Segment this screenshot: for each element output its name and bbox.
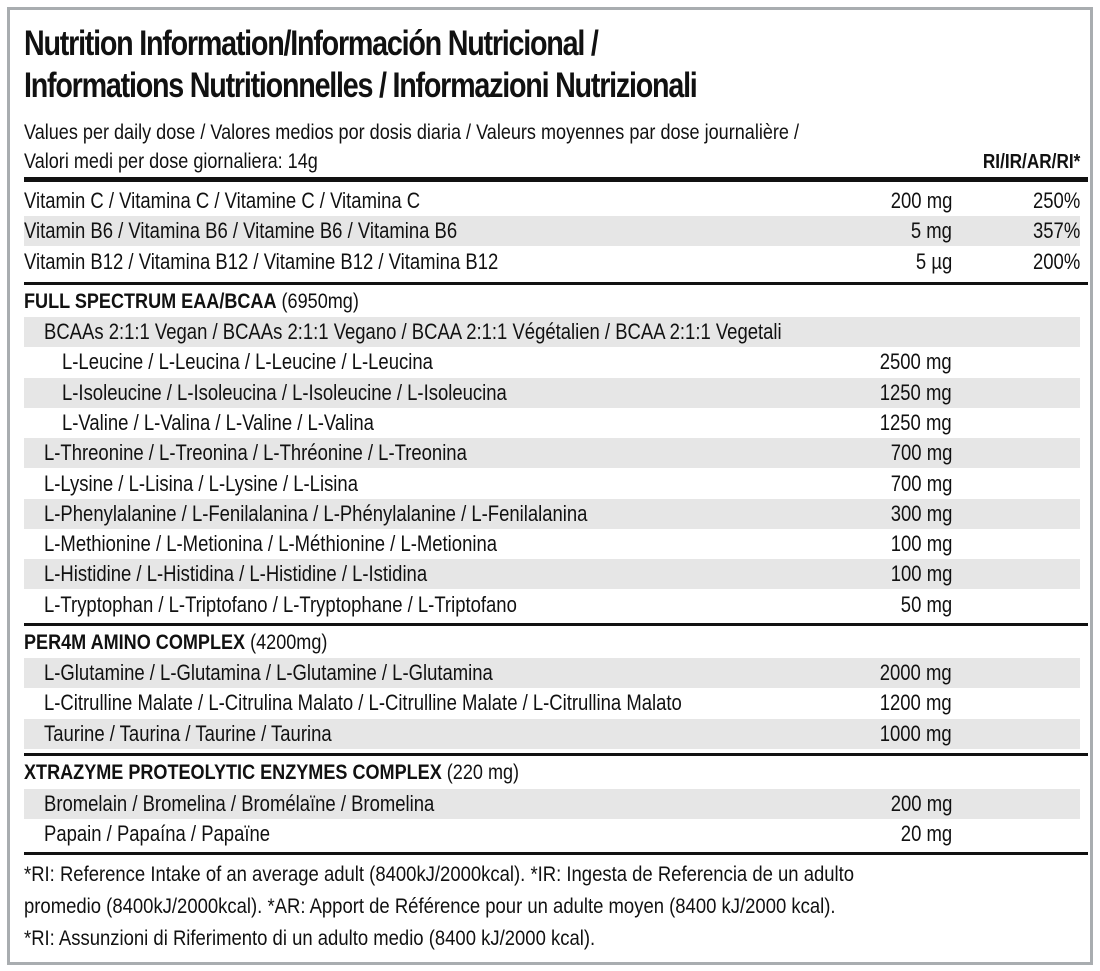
table-row (24, 590, 1080, 620)
nutrient-name: BCAAs 2:1:1 Vegan / BCAAs 2:1:1 Vegano / BCAA 2:1:1 Végétalien / BCAA 2:1:1 Vegetali (44, 319, 782, 344)
nutrient-name: L-Valine / L-Valina / L-Valine / L-Valina (62, 409, 374, 435)
nutrient-name: Papain / Papaína / Papaïne (44, 821, 271, 847)
nutrient-name: L-Histidine / L-Histidina / L-Histidine / L-Istidina (44, 561, 428, 587)
nutrient-amount: 300 mg (890, 500, 952, 526)
table-row (24, 499, 1080, 529)
nutrition-panel (7, 7, 1093, 965)
nutrient-amount: 1250 mg (880, 409, 952, 435)
table-row (24, 559, 1080, 589)
nutrient-amount: 1000 mg (880, 720, 952, 746)
table-row (24, 819, 1080, 849)
title-line-2: Informations Nutritionnelles / Informazioni Nutrizionali (24, 66, 697, 105)
table-row (24, 317, 1080, 347)
nutrient-amount: 2000 mg (880, 660, 952, 685)
table-row (24, 347, 1080, 377)
table-row (24, 529, 1080, 559)
nutrient-name: L-Tryptophan / L-Triptofano / L-Tryptophane / L-Triptofano (44, 591, 517, 617)
section-divider (24, 852, 1088, 855)
nutrient-name: L-Glutamine / L-Glutamina / L-Glutamine / L-Glutamina (44, 660, 493, 685)
footnote-line-1: *RI: Reference Intake of an average adult (8400kJ/2000kcal). *IR: Ingesta de Referencia de un adulto (24, 863, 855, 886)
nutrient-ri-percent: 250% (1032, 188, 1080, 213)
nutrient-name: L-Phenylalanine / L-Fenilalanina / L-Phénylalanine / L-Fenilalanina (44, 500, 588, 526)
ri-column-header: RI/IR/AR/RI* (982, 151, 1080, 173)
table-row (24, 408, 1080, 438)
nutrient-amount: 100 mg (890, 561, 952, 587)
nutrient-name: L-Methionine / L-Metionina / L-Méthionine / L-Metionina (44, 531, 498, 557)
section-divider (24, 282, 1088, 285)
nutrient-amount: 200 mg (890, 188, 952, 213)
nutrient-name: L-Isoleucine / L-Isoleucina / L-Isoleucine / L-Isoleucina (62, 379, 507, 405)
table-row (24, 216, 1080, 246)
nutrient-amount: 700 mg (890, 440, 952, 466)
nutrient-name: L-Leucine / L-Leucina / L-Leucine / L-Leucina (62, 349, 433, 375)
section-divider (24, 753, 1088, 756)
section-divider (24, 623, 1088, 626)
footnote-line-2: promedio (8400kJ/2000kcal). *AR: Apport de Référence pour un adulte moyen (8400 kJ/2000 kcal). (24, 895, 836, 918)
nutrient-amount: 2500 mg (880, 349, 952, 375)
table-row (24, 186, 1080, 216)
footnote-line-3: *RI: Assunzioni di Riferimento di un adulto medio (8400 kJ/2000 kcal). (24, 927, 596, 950)
nutrient-name: Bromelain / Bromelina / Bromélaïne / Bromelina (44, 791, 435, 816)
nutrient-name: Vitamin B6 / Vitamina B6 / Vitamine B6 / Vitamina B6 (24, 218, 458, 244)
subtitle-line-1: Values per daily dose / Valores medios por dosis diaria / Valeurs moyennes par dose journalière / (24, 121, 799, 144)
table-row (24, 247, 1080, 277)
nutrient-amount: 700 mg (890, 470, 952, 496)
title-line-1: Nutrition Information/Información Nutricional / (24, 24, 598, 63)
table-row (24, 469, 1080, 499)
table-row (24, 658, 1080, 688)
nutrient-amount: 1200 mg (880, 690, 952, 716)
nutrient-ri-percent: 200% (1032, 248, 1080, 274)
table-row (24, 438, 1080, 468)
subtitle-line-2: Valori medi per dose giornaliera: 14g (24, 150, 318, 173)
enzymes-heading: XTRAZYME PROTEOLYTIC ENZYMES COMPLEX (220 mg) (24, 761, 520, 784)
nutrient-name: Vitamin C / Vitamina C / Vitamine C / Vitamina C (24, 188, 421, 213)
eaa-heading: FULL SPECTRUM EAA/BCAA (6950mg) (24, 290, 359, 313)
section-divider (24, 177, 1088, 182)
table-row (24, 719, 1080, 749)
amino-heading: PER4M AMINO COMPLEX (4200mg) (24, 631, 328, 654)
nutrient-name: L-Citrulline Malate / L-Citrulina Malato / L-Citrulline Malate / L-Citrullina Malato (44, 690, 682, 716)
table-row (24, 688, 1080, 718)
table-row (24, 789, 1080, 819)
nutrient-name: Vitamin B12 / Vitamina B12 / Vitamine B12 / Vitamina B12 (24, 248, 499, 274)
nutrient-amount: 1250 mg (880, 379, 952, 405)
nutrient-amount: 20 mg (900, 821, 952, 847)
nutrient-amount: 5 µg (915, 248, 952, 274)
nutrient-name: L-Lysine / L-Lisina / L-Lysine / L-Lisina (44, 470, 358, 496)
nutrient-amount: 50 mg (900, 591, 952, 617)
table-row (24, 378, 1080, 408)
nutrient-amount: 200 mg (890, 791, 952, 816)
nutrient-amount: 100 mg (890, 531, 952, 557)
nutrient-name: Taurine / Taurina / Taurine / Taurina (44, 720, 332, 746)
nutrient-amount: 5 mg (910, 218, 952, 244)
nutrient-ri-percent: 357% (1032, 218, 1080, 244)
nutrient-name: L-Threonine / L-Treonina / L-Thréonine / L-Treonina (44, 440, 467, 466)
